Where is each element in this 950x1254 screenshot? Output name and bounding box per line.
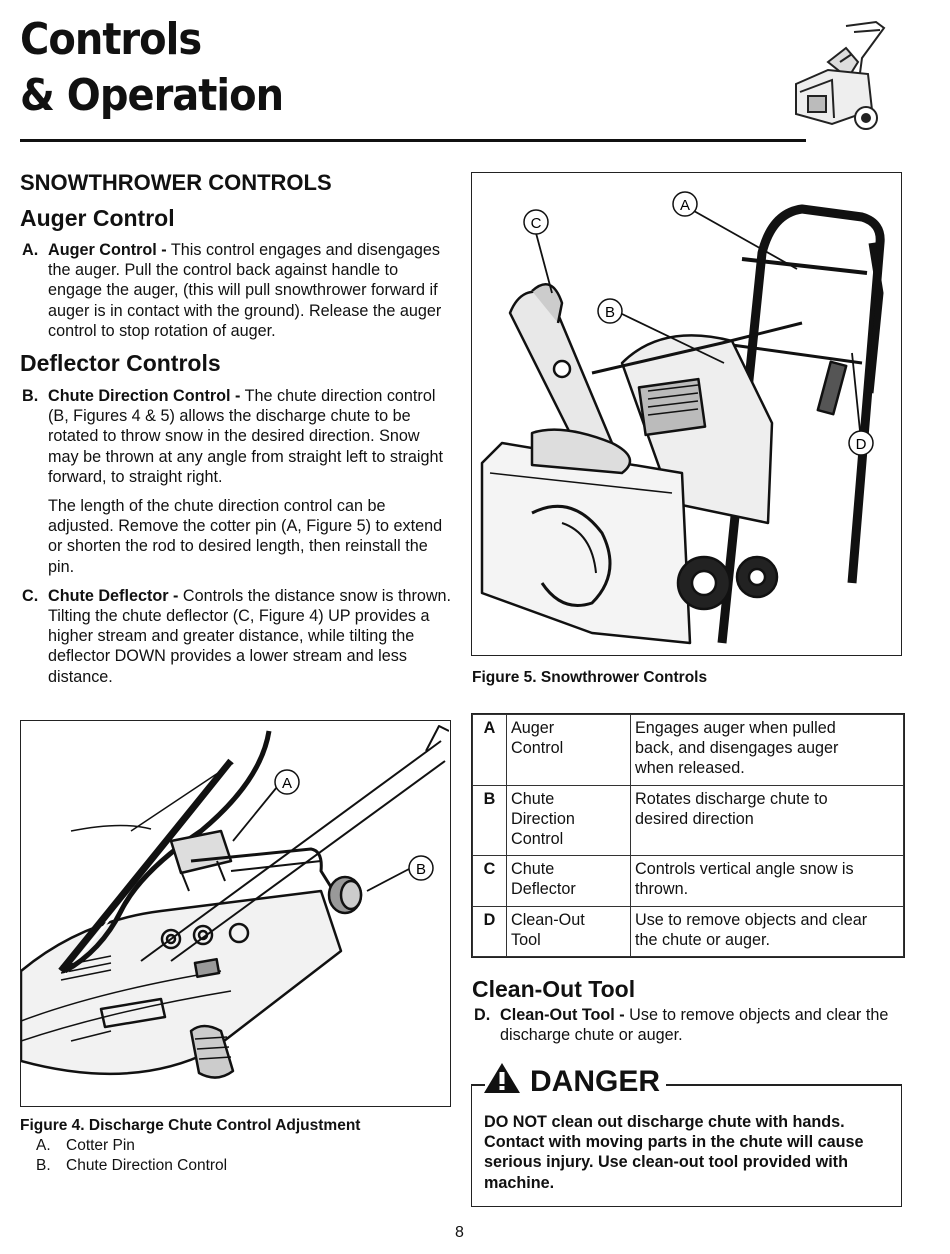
figure-4-item-b [36, 1156, 227, 1176]
cleanout-heading: Clean-Out Tool [472, 976, 636, 1002]
table-row [473, 715, 904, 786]
item-text: Use to remove objects and clear the discharge chute or auger. [500, 1006, 889, 1045]
callout-a: A [679, 197, 691, 214]
item-label: Auger Control - [48, 241, 167, 259]
legend-name: Chute Direction Control [507, 785, 631, 856]
legend-desc: Engages auger when pulled back, and disengages auger when released. [631, 715, 904, 786]
item-text: The chute direction control (B, Figures 4 & 5) allows the discharge chute to be rotated to throw snow in the desired direction. Snow may be thrown at any angle from straight left to straight forward, to straight right. [48, 387, 443, 486]
item-text: Controls the distance snow is thrown. Tilting the chute deflector (C, Figure 4) UP provides a higher stream and greater distance, while tilting the deflector DOWN provides a lower stream and less distance. [48, 586, 452, 686]
deflector-heading: Deflector Controls [20, 350, 221, 376]
legend-key: D [473, 906, 507, 956]
callout-b: B [604, 304, 616, 321]
danger-text: DO NOT clean out discharge chute with hands. Contact with moving parts in the chute will cause serious injury. Use clean-out tool provided with machine. [484, 1113, 864, 1192]
auger-control-item [22, 240, 450, 341]
item-text: The length of the chute direction control can be adjusted. Remove the cotter pin (A, Figure 5) to extend or shorten the rod to desired length, then reinstall the pin. [48, 497, 443, 576]
callout-d: D [855, 436, 867, 453]
item-letter: A. [36, 1137, 51, 1154]
table-row [473, 785, 904, 856]
snowthrower-illustration [472, 173, 900, 654]
danger-title: DANGER [530, 1065, 661, 1098]
figure-4-item-a [36, 1136, 135, 1156]
callout-a: A [281, 775, 293, 792]
legend-name: Chute Deflector [507, 856, 631, 906]
callout-b: B [415, 861, 427, 878]
cleanout-item [474, 1005, 894, 1045]
item-label: Clean-Out Tool - [500, 1006, 625, 1024]
legend-table [472, 714, 904, 957]
legend-key: A [473, 715, 507, 786]
legend-key: C [473, 856, 507, 906]
item-letter: B. [22, 387, 39, 405]
legend-desc: Rotates discharge chute to desired direction [631, 785, 904, 856]
item-letter: C. [22, 586, 39, 605]
auger-heading: Auger Control [20, 205, 175, 231]
figure-4 [20, 720, 451, 1107]
item-text: Chute Direction Control [66, 1157, 228, 1174]
item-letter: A. [22, 241, 39, 259]
item-letter: B. [36, 1157, 51, 1174]
legend-key: B [473, 785, 507, 856]
page-number: 8 [455, 1224, 464, 1241]
item-text: This control engages and disengages the auger. Pull the control back against handle to engage the auger, (this will pull snowthrower forward if auger is in contact with the ground). Release the auger control to stop rotation of auger. [48, 241, 442, 340]
page-title-line2: & Operation [20, 71, 284, 121]
figure-4-caption: Figure 4. Discharge Chute Control Adjustment [20, 1117, 361, 1134]
section-title: SNOWTHROWER CONTROLS [20, 170, 332, 195]
item-letter: D. [474, 1006, 491, 1024]
legend-name: Clean-Out Tool [507, 906, 631, 956]
legend-desc: Use to remove objects and clear the chute or auger. [631, 906, 904, 956]
snowthrower-thumbnail-icon [788, 18, 900, 136]
header-rule [20, 139, 806, 142]
callout-c: C [530, 215, 542, 232]
table-row [473, 906, 904, 956]
figure-5-caption: Figure 5. Snowthrower Controls [472, 669, 708, 686]
legend-name: Auger Control [507, 715, 631, 786]
legend-desc: Controls vertical angle snow is thrown. [631, 856, 904, 906]
page-title-line1: Controls [20, 15, 202, 65]
table-row [473, 856, 904, 906]
item-label: Chute Deflector - [48, 586, 179, 605]
item-text: Cotter Pin [66, 1137, 135, 1154]
chute-control-illustration [21, 721, 449, 1105]
legend-table-frame [471, 713, 905, 958]
chute-direction-item [22, 386, 452, 687]
figure-5 [471, 172, 902, 656]
item-label: Chute Direction Control - [48, 387, 241, 405]
